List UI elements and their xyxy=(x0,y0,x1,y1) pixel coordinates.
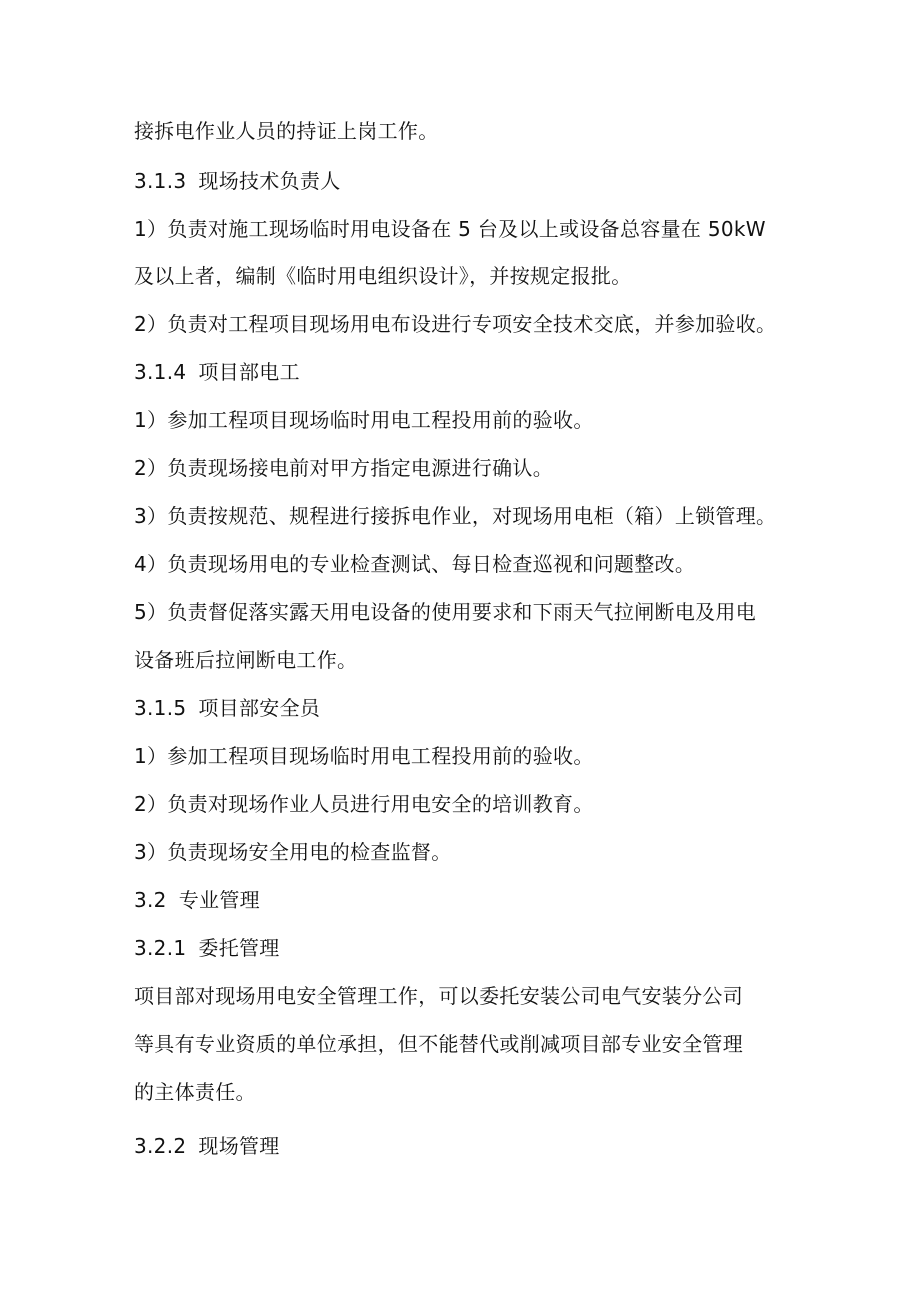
section-number: 3.1.4 xyxy=(134,360,187,384)
list-item: 2）负责对工程项目现场用电布设进行专项安全技术交底，并参加验收。 xyxy=(134,312,777,336)
heading-3-2-2 xyxy=(134,1132,814,1160)
list-item: 5）负责督促落实露天用电设备的使用要求和下雨天气拉闸断电及用电 xyxy=(134,600,757,624)
list-item: 1）参加工程项目现场临时用电工程投用前的验收。 xyxy=(134,744,594,768)
list-item: 1）参加工程项目现场临时用电工程投用前的验收。 xyxy=(134,408,594,432)
section-number: 3.1.5 xyxy=(134,696,187,720)
list-item: 3）负责现场安全用电的检查监督。 xyxy=(134,840,452,864)
heading-3-2 xyxy=(134,886,814,914)
section-number: 3.1.3 xyxy=(134,169,187,193)
section-title: 委托管理 xyxy=(198,936,280,960)
heading-3-1-5 xyxy=(134,694,814,722)
heading-3-2-1 xyxy=(134,934,814,962)
list-item: 2）负责对现场作业人员进行用电安全的培训教育。 xyxy=(134,792,594,816)
section-number: 3.2.1 xyxy=(134,936,187,960)
list-item: 1）负责对施工现场临时用电设备在 5 台及以上或设备总容量在 50kW xyxy=(134,217,766,241)
heading-3-1-3 xyxy=(134,167,814,195)
list-item-continuation: 及以上者，编制《临时用电组织设计》，并按规定报批。 xyxy=(134,264,632,288)
section-title: 现场技术负责人 xyxy=(198,169,341,193)
section-title: 现场管理 xyxy=(198,1134,280,1158)
paragraph-line: 的主体责任。 xyxy=(134,1080,256,1104)
list-item: 2）负责现场接电前对甲方指定电源进行确认。 xyxy=(134,456,554,480)
section-number: 3.2 xyxy=(134,888,167,912)
paragraph-line: 等具有专业资质的单位承担，但不能替代或削减项目部专业安全管理 xyxy=(134,1032,743,1056)
section-title: 专业管理 xyxy=(178,888,260,912)
list-item-continuation: 设备班后拉闸断电工作。 xyxy=(134,648,358,672)
section-title: 项目部安全员 xyxy=(198,696,321,720)
paragraph-line: 项目部对现场用电安全管理工作，可以委托安装公司电气安装分公司 xyxy=(134,984,743,1008)
continuation-text: 接拆电作业人员的持证上岗工作。 xyxy=(134,119,439,143)
section-number: 3.2.2 xyxy=(134,1134,187,1158)
list-item: 3）负责按规范、规程进行接拆电作业，对现场用电柜（箱）上锁管理。 xyxy=(134,504,777,528)
list-item: 4）负责现场用电的专业检查测试、每日检查巡视和问题整改。 xyxy=(134,552,696,576)
heading-3-1-4 xyxy=(134,358,814,386)
section-title: 项目部电工 xyxy=(198,360,300,384)
